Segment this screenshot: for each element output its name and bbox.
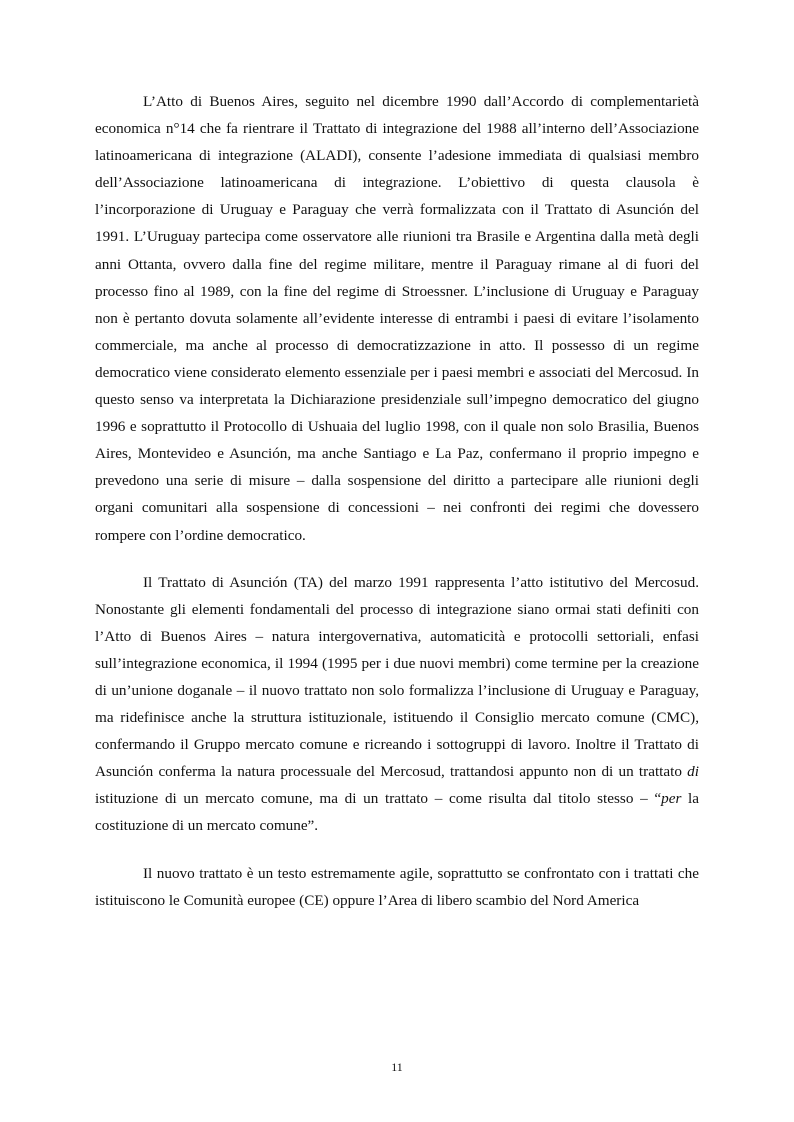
page-number: 11 [391, 1060, 403, 1074]
paragraph-2-text-c: la costituzione di un mercato comune”. [95, 790, 699, 835]
paragraph-1-text: L’Atto di Buenos Aires, seguito nel dicembre 1990 dall’Accordo di complementarietà economica n°14 che fa rientrare il Trattato di integrazione del 1988 all’interno dell’Associazione latinoamericana di integrazione (ALADI), consente l’adesione immediata di qualsiasi membro dell’Associazione latinoamericana di integrazione. L’obiettivo di questa clausola è l’incorporazione di Uruguay e Paraguay che verrà formalizzata con il Trattato di Asunción del 1991. L’Uruguay partecipa come osservatore alle riunioni tra Brasile e Argentina dalla metà degli anni Ottanta, ovvero dalla fine del regime militare, mentre il Paraguay rimane al di fuori del processo fino al 1989, con la fine del regime di Stroessner. L’inclusione di Uruguay e Paraguay non è pertanto dovuta solamente all’evidente interesse di entrambi i paesi di evitare l’isolamento commerciale, ma anche al processo di democratizzazione in atto. Il possesso di un regime democratico viene considerato elemento essenziale per i paesi membri e associati del Mercosud. In questo senso va interpretata la Dichiarazione presidenziale sull’impegno democratico del giugno 1996 e soprattutto il Protocollo di Ushuaia del luglio 1998, con il quale non solo Brasilia, Buenos Aires, Montevideo e Asunción, ma anche Santiago e La Paz, confermano il proprio impegno e prevedono una serie di misure – dalla sospensione del diritto a partecipare alle riunioni degli organi comunitari alla sospensione di concessioni – nei confronti dei regimi che dovessero rompere con l’ordine democratico. [95, 93, 699, 544]
paragraph-2 [95, 569, 699, 840]
paragraph-2-italic-per: per [661, 790, 682, 808]
paragraph-3 [95, 860, 699, 914]
document-page [95, 88, 699, 934]
paragraph-3-text: Il nuovo trattato è un testo estremamente agile, soprattutto se confrontato con i trattati che istituiscono le Comunità europee (CE) oppure l’Area di libero scambio del Nord America [95, 864, 699, 909]
paragraph-2-text-b: istituzione di un mercato comune, ma di un trattato – come risulta dal titolo stesso – “ [95, 790, 662, 808]
paragraph-2-text-a: Il Trattato di Asunción (TA) del marzo 1991 rappresenta l’atto istitutivo del Mercosud. Nonostante gli elementi fondamentali del processo di integrazione siano ormai stati definiti con l’Atto di Buenos Aires – natura intergovernativa, automaticità e protocolli settoriali, enfasi sull’integrazione economica, il 1994 (1995 per i due nuovi membri) come termine per la creazione di un’unione doganale – il nuovo trattato non solo formalizza l’inclusione di Uruguay e Paraguay, ma ridefinisce anche la struttura istituzionale, istituendo il Consiglio mercato comune (CMC), confermando il Gruppo mercato comune e ricreando i sottogruppi di lavoro. Inoltre il Trattato di Asunción conferma la natura processuale del Mercosud, trattandosi appunto non di un trattato [95, 573, 699, 781]
paragraph-2-italic-di: di [687, 763, 699, 781]
paragraph-1 [95, 88, 699, 549]
